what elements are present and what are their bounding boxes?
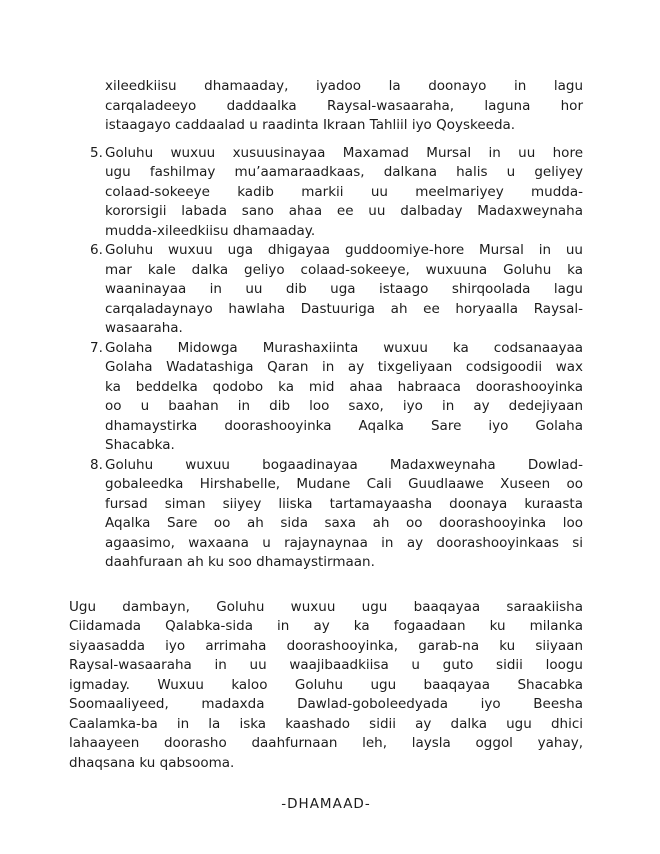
text-line: kororsigii labada sano ahaa ee uu dalbaday Madaxweynaha [105, 203, 583, 219]
list-item-8 [69, 456, 583, 573]
paragraph-item4-continuation [69, 77, 583, 136]
end-marker [69, 795, 583, 815]
text-line: igmaday. Wuxuu kaloo Goluhu ugu baaqayaa Shacabka [69, 676, 583, 693]
text-line: waaninayaa in uu dib uga istaago shirqoolada lagu [105, 281, 583, 297]
list-item-7 [69, 339, 583, 456]
text-line: carqaladaynayo hawlaha Dastuuriga ah ee horyaalla Raysal- [105, 300, 583, 317]
text-line: mar kale dalka geliyo colaad-sokeeye, wuxuuna Goluhu ka [105, 261, 583, 278]
text-line: lahaayeen doorasho daahfurnaan leh, laysla oggol yahay, [69, 735, 583, 751]
list-item-6 [69, 241, 583, 339]
text-line: wasaaraha. [105, 320, 183, 336]
document-page [69, 77, 583, 815]
text-line: ka beddelka qodobo ka mid ahaa habraaca doorashooyinka [105, 378, 583, 395]
text-line: Goluhu wuxuu uga dhigayaa guddoomiye-hore Mursal in uu [105, 242, 583, 258]
list-item-number: 6. [90, 242, 103, 258]
text-line: gobaleedka Hirshabelle, Mudane Cali Guudlaawe Xuseen oo [105, 476, 583, 492]
list-item-number: 5. [90, 144, 103, 161]
closing-paragraph [69, 598, 583, 774]
text-line: agaasimo, waxaana u rajaynaynaa in ay doorashooyinkaas si [105, 534, 583, 551]
text-line: oo u baahan in dib loo saxo, iyo in ay dedejiyaan [105, 398, 583, 414]
text-line: Ugu dambayn, Goluhu wuxuu ugu baaqayaa saraakiisha [69, 598, 583, 615]
text-line: Shacabka. [105, 437, 175, 453]
list-item-number: 8. [90, 456, 103, 473]
list-item-5 [69, 144, 583, 242]
text-line: mudda-xileedkiisu dhamaaday. [105, 222, 316, 239]
text-line: colaad-sokeeye kadib markii uu meelmariyey mudda- [105, 183, 583, 200]
text-line: Caalamka-ba in la iska kaashado sidii ay dalka ugu dhici [69, 715, 583, 732]
text-line: fursad siman siiyey liiska tartamayaasha doonaya kuraasta [105, 495, 583, 512]
text-line: Golaha Wadatashiga Qaran in ay tixgeliyaan codsigoodii wax [105, 359, 583, 375]
list-item-number: 7. [90, 339, 103, 356]
text-line: dhamaystirka doorashooyinka Aqalka Sare iyo Golaha [105, 417, 583, 434]
text-line: carqaladeeyo daddaalka Raysal-wasaaraha, laguna hor [105, 97, 583, 114]
text-line: Goluhu wuxuu bogaadinayaa Madaxweynaha Dowlad- [105, 456, 583, 473]
text-line: daahfuraan ah ku soo dhamaystirmaan. [105, 554, 375, 570]
text-line: Ciidamada Qalabka-sida in ay ka fogaadaan ku milanka [69, 618, 583, 634]
text-line: Aqalka Sare oo ah sida saxa ah oo doorashooyinka loo [105, 515, 583, 531]
text-line: Soomaaliyeed, madaxda Dawlad-goboleedyada iyo Beesha [69, 696, 583, 712]
text-line: Raysal-wasaaraha in uu waajibaadkiisa u guto sidii loogu [69, 657, 583, 673]
text-line: istaagayo caddaalad u raadinta Ikraan Tahliil iyo Qoyskeeda. [105, 117, 516, 133]
text-line: siyaasadda iyo arrimaha doorashooyinka, garab-na ku siiyaan [69, 637, 583, 654]
text-line: Golaha Midowga Murashaxiinta wuxuu ka codsanaayaa [105, 339, 583, 356]
text-line: ugu fashilmay mu’aamaraadkaas, dalkana halis u geliyey [105, 164, 583, 180]
text-line: Goluhu wuxuu xusuusinayaa Maxamad Mursal in uu hore [105, 144, 583, 161]
text-line: -DHAMAAD- [281, 796, 371, 812]
text-line: xileedkiisu dhamaaday, iyadoo la doonayo in lagu [105, 78, 583, 94]
text-line: dhaqsana ku qabsooma. [69, 754, 235, 771]
